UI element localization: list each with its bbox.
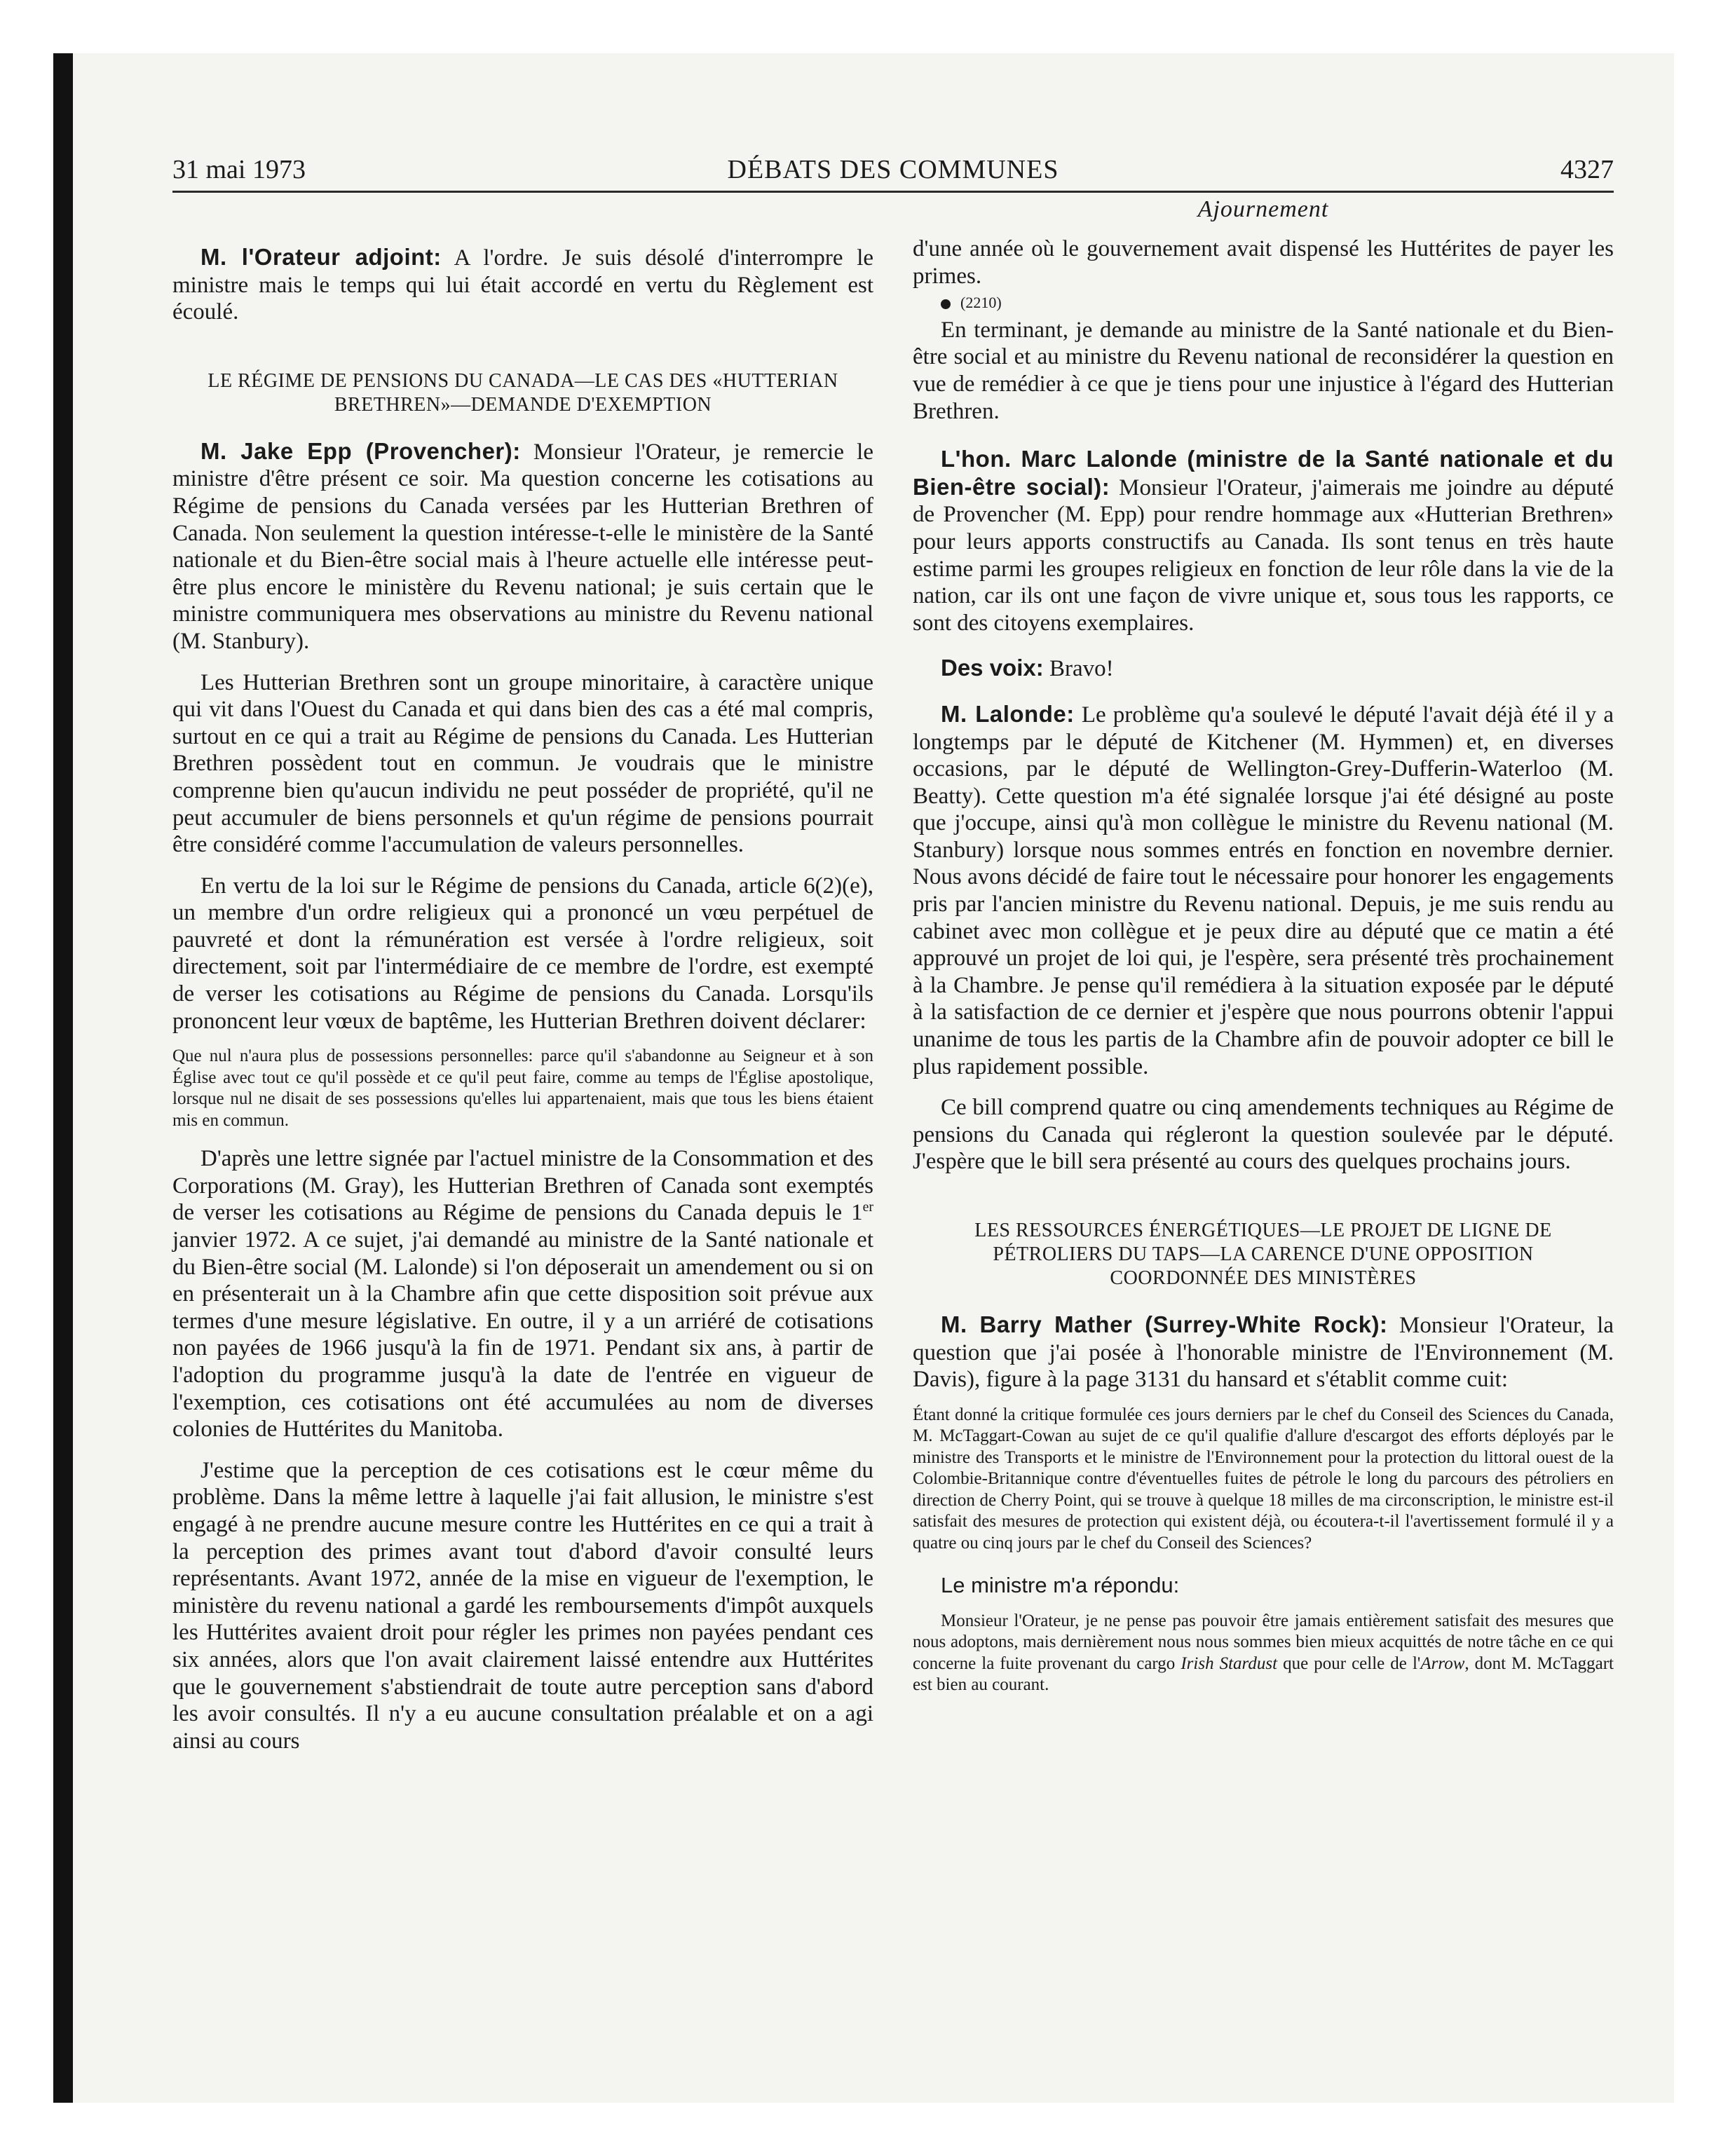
paragraph: J'estime que la perception de ces cotisations est le cœur même du problème. Dans la même lettre à laquelle j'ai fait allusion, le ministre s'est engagé à ne prendre aucune mesure contre les Huttérites en ce qui a trait à la perception des primes avant tout d'abord d'avoir consulté leurs représentants. Avant 1972, année de la mise en vigueur de l'exemption, le ministère du revenu national a gardé les remboursements d'impôt auxquels les Huttérites avaient droit pour régler les primes non payées pendant ces six années, alors que l'on avait clairement laissé entendre aux Huttérites que le gouvernement s'abstiendrait de toute autre perception sans d'abord les avoir consultés. Il n'y a eu aucune consultation préalable et on a agi ainsi au cours (172, 1457, 873, 1754)
paragraph: Les Hutterian Brethren sont un groupe minoritaire, à caractère unique qui vit dans l'Ouest du Canada et qui dans bien des cas a été mal compris, surtout en ce qui a trait au Régime de pensions du Canada. Les Hutterian Brethren possèdent tout en commun. Je voudrais que le ministre comprenne bien qu'aucun individu ne peut posséder de propriété, qu'il ne peut accumuler de biens personnels et qu'un régime de pensions pourrait être considéré comme l'accumulation de valeurs personnelles. (172, 669, 873, 858)
ship-name: Arrow (1420, 1653, 1465, 1673)
paragraph (172, 1145, 873, 1443)
paragraph (913, 446, 1614, 636)
header-page-number: 4327 (1560, 155, 1614, 184)
block-quote (913, 1611, 1614, 1696)
minister-reply-intro: Le ministre m'a répondu: (941, 1573, 1180, 1598)
speech-text: Le problème qu'a soulevé le député l'avait déjà été il y a longtemps par le député de Kitchener (M. Hymmen) et, en diverses occasions, par le député de Wellington-Grey-Dufferin-Waterloo (M. Beatty). Cette question m'a été signalée lorsque j'ai été désigné au poste que j'occupe, ainsi qu'à mon collègue le ministre du Revenu national (M. Stanbury) lorsque nous sommes entrés en fonction en novembre dernier. Nous avons décidé de faire tout le nécessaire pour honorer les engagements pris par l'ancien ministre du Revenu national. Depuis, je me suis rendu au cabinet avec mon collègue et je peux dire au député que ce matin a été approuvé un projet de loi qui, je l'espère, sera présenté très prochainement à la Chambre. Je pense qu'il remédiera à la situation exposée par le député à la satisfaction de ce dernier et j'espère que nous pourrons obtenir l'appui unanime de tous les partis de la Chambre afin de pouvoir adopter ce bill le plus rapidement possible. (913, 702, 1614, 1079)
header-date: 31 mai 1973 (172, 155, 306, 184)
quote-text (913, 1611, 1614, 1696)
scan-binding-edge (53, 53, 73, 2103)
right-column (913, 196, 1614, 1710)
speaker-name: M. Barry Mather (Surrey-White Rock): (941, 1311, 1388, 1337)
speech-text: Monsieur l'Orateur, la question que j'ai posée à l'honorable ministre de l'Environnement (M. Davis), figure à la page 3131 du hansard et s'établit comme cuit: (913, 1313, 1614, 1393)
header-title: DÉBATS DES COMMUNES (727, 155, 1059, 184)
speaker-name: M. Jake Epp (Provencher): (200, 437, 521, 464)
left-column (172, 207, 873, 1754)
speaker-name: Des voix: (941, 655, 1044, 681)
paragraph (913, 1311, 1614, 1393)
speaker-name: M. l'Orateur adjoint: (200, 244, 442, 270)
speech-text: Monsieur l'Orateur, je remercie le ministre d'être présent ce soir. Ma question concerne les cotisations au Régime de pensions du Canada versées par les Hutterian Brethren of Canada. Non seulement la question intéresse-t-elle le ministère de la Santé nationale et du Bien-être social mais à l'heure actuelle elle intéresse peut-être plus encore le ministère du Revenu national; je suis certain que le ministre communiquera mes observations au ministre du Revenu national (M. Stanbury). (172, 439, 873, 654)
paragraph: En terminant, je demande au ministre de la Santé nationale et du Bien-être social et au ministre du Revenu national de reconsidérer la question en vue de remédier à ce que je tiens pour une injustice à l'égard des Hutterian Brethren. (913, 317, 1614, 424)
quote-text: Que nul n'aura plus de possessions personnelles: parce qu'il s'abandonne au Seigneur et à son Église avec tout ce qu'il possède et ce qu'il peut faire, comme au temps de l'Église apostolique, lorsque nul ne disait de ses possessions qu'elles lui appartenaient, mais que tous les biens étaient mis en commun. (172, 1046, 873, 1130)
paragraph: Ce bill comprend quatre ou cinq amendements techniques au Régime de pensions du Canada qui régleront la question soulevée par le député. J'espère que le bill sera présenté au cours des quelques prochains jours. (913, 1095, 1614, 1175)
section-heading: LES RESSOURCES ÉNERGÉTIQUES—LE PROJET DE LIGNE DE PÉTROLIERS DU TAPS—LA CARENCE D'UNE OPPOSITION COORDONNÉE DES MINISTÈRES (974, 1220, 1552, 1289)
paragraph (172, 438, 873, 655)
paragraph-text: D'après une lettre signée par l'actuel ministre de la Consommation et des Corporations (M. Gray), les Hutterian Brethren of Canada sont exemptés de verser les cotisations au Régime de pensions du Canada depuis le 1 (172, 1146, 873, 1226)
time-stamp (913, 289, 1614, 317)
quote-text-part: que pour celle de l' (1277, 1653, 1421, 1673)
paragraph: En vertu de la loi sur le Régime de pensions du Canada, article 6(2)(e), un membre d'un ordre religieux qui a prononcé un vœu perpétuel de pauvreté et dont la rémunération est versée à l'ordre religieux, soit directement, soit par l'intermédiaire de ce membre de l'ordre, est exempté de verser les cotisations au Régime de pensions du Canada. Lorsqu'ils prononcent leur vœux de baptême, les Hutterian Brethren doivent déclarer: (172, 873, 873, 1034)
speaker-name: M. Lalonde: (941, 700, 1075, 727)
speech-text: Bravo! (1043, 656, 1114, 682)
section-heading: LE RÉGIME DE PENSIONS DU CANADA—LE CAS DES «HUTTERIAN BRETHREN»—DEMANDE D'EXEMPTION (207, 369, 838, 416)
paragraph (913, 655, 1614, 683)
running-head: Ajournement (1197, 196, 1329, 222)
speaker-name: L'hon. Marc Lalonde (ministre de la Santé nationale et du Bien-être social): (913, 446, 1614, 500)
paragraph-text: janvier 1972. A ce sujet, j'ai demandé au ministre de la Santé nationale et du Bien-être social (M. Lalonde) si l'on déposerait un amendement ou si on en présenterait un à la Chambre afin que cette disposition soit prévue aux termes d'une mesure législative. En outre, il y a un arriéré de cotisations non payées de 1966 jusqu'à la fin de 1971. Pendant six ans, à partir de l'adoption du programme jusqu'à la date de l'entrée en vigueur de l'exemption, ces cotisations ont été accumulées au nom de diverses colonies de Huttérites du Manitoba. (172, 1227, 873, 1442)
ordinal-superscript: er (862, 1199, 873, 1215)
paragraph (913, 701, 1614, 1080)
block-quote (913, 1405, 1614, 1555)
paragraph (172, 244, 873, 326)
speech-text: A l'ordre. Je suis désolé d'interrompre le ministre mais le temps qui lui était accordé en vertu du Règlement est écoulé. (172, 245, 874, 325)
time-stamp-text: (2210) (960, 294, 1002, 312)
quote-text-part: Monsieur l'Orateur, je ne pense pas pouvoir être jamais entièrement satisfait des mesures que nous adoptons, mais dernièrement nous nous sommes bien mieux acquittés de notre tâche en ce qui concerne la fuite provenant du cargo (913, 1611, 1614, 1673)
block-quote (172, 1046, 873, 1131)
speech-text: Monsieur l'Orateur, j'aimerais me joindre au député de Provencher (M. Epp) pour rendre hommage aux «Hutterian Brethren» pour leurs apports constructifs au Canada. Ils sont tenus en très haute estime parmi les groupes religieux en fonction de leur rôle dans la vie de la nation, car ils ont une façon de vivre unique et, sous tous les rapports, ce sont des citoyens exemplaires. (913, 475, 1614, 636)
paragraph: d'une année où le gouvernement avait dispensé les Huttérites de payer les primes. (913, 236, 1614, 289)
bullet-icon (941, 299, 951, 309)
page-header (172, 151, 1614, 193)
ship-name: Irish Stardust (1181, 1653, 1278, 1673)
quote-text-part: , dont M. McTaggart est bien au courant. (913, 1653, 1614, 1695)
quote-text: Étant donné la critique formulée ces jours derniers par le chef du Conseil des Sciences du Canada, M. McTaggart-Cowan au sujet de ce qu'il qualifie d'allure d'escargot des efforts déployés par le ministre des Transports et le ministre de l'Environnement pour la protection du littoral ouest de la Colombie-Britannique contre d'éventuelles fuites de pétrole le long du parcours des pétroliers en direction de Cherry Point, qui se trouve à quelque 18 milles de ma circonscription, le ministre est-il satisfait des mesures de protection qui existent déjà, ou écoutera-t-il l'avertissement formulé il y a quatre ou cinq jours par le chef du Conseil des Sciences? (913, 1405, 1614, 1553)
